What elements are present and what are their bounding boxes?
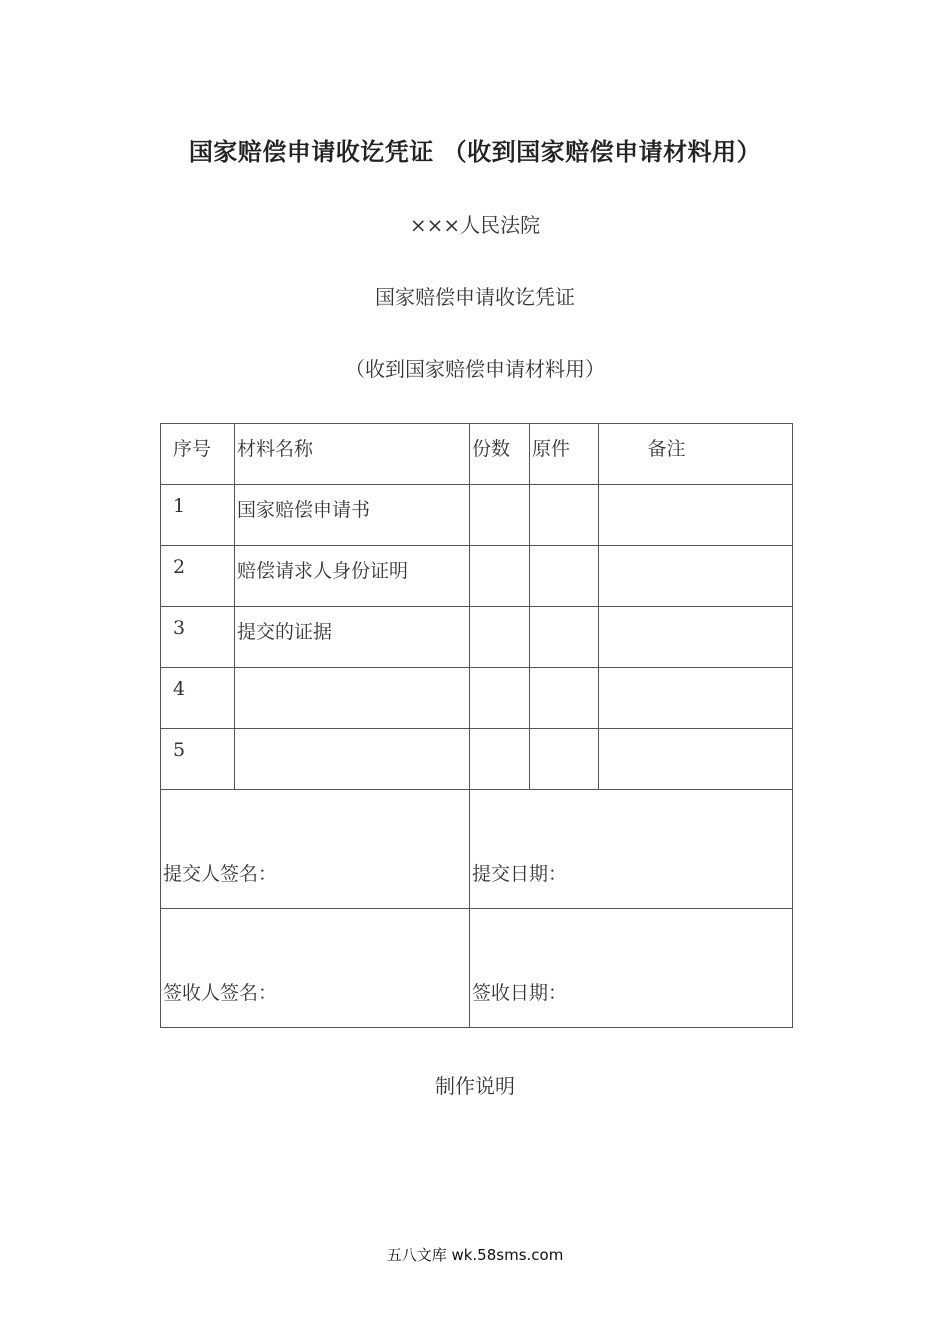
row-original-cell[interactable] (530, 546, 599, 607)
footer-watermark: 五八文库 wk.58sms.com (386, 1246, 564, 1264)
header-remarks: 备注 (599, 424, 793, 485)
table-row (161, 729, 793, 790)
row-original-cell[interactable] (530, 668, 599, 729)
submit-date-field[interactable]: 提交日期： (470, 790, 793, 909)
header-seq: 序号 (161, 424, 235, 485)
table-row (161, 485, 793, 546)
court-name: ×××人民法院 (409, 213, 541, 237)
row-copies-cell[interactable] (470, 729, 530, 790)
explain-title: 制作说明 (435, 1074, 515, 1098)
submit-signature-row (161, 790, 793, 909)
table-row (161, 546, 793, 607)
row-seq: 3 (161, 607, 235, 668)
row-copies-cell[interactable] (470, 668, 530, 729)
header-material-name: 材料名称 (235, 424, 470, 485)
row-material-name[interactable] (235, 668, 470, 729)
submitter-signature-field[interactable]: 提交人签名： (161, 790, 470, 909)
row-remarks-cell[interactable] (599, 546, 793, 607)
row-original-cell[interactable] (530, 607, 599, 668)
row-seq: 2 (161, 546, 235, 607)
receive-signature-row (161, 909, 793, 1028)
header-copies: 份数 (470, 424, 530, 485)
row-seq: 5 (161, 729, 235, 790)
table-row (161, 607, 793, 668)
row-material-name: 国家赔偿申请书 (235, 485, 470, 546)
row-remarks-cell[interactable] (599, 729, 793, 790)
row-copies-cell[interactable] (470, 607, 530, 668)
table-row (161, 668, 793, 729)
row-original-cell[interactable] (530, 729, 599, 790)
receive-date-field[interactable]: 签收日期： (470, 909, 793, 1028)
header-original: 原件 (530, 424, 599, 485)
row-original-cell[interactable] (530, 485, 599, 546)
table-header-row (161, 424, 793, 485)
row-material-name: 赔偿请求人身份证明 (235, 546, 470, 607)
row-copies-cell[interactable] (470, 485, 530, 546)
sub-title: 国家赔偿申请收讫凭证 (375, 285, 575, 309)
row-material-name[interactable] (235, 729, 470, 790)
row-remarks-cell[interactable] (599, 485, 793, 546)
receiver-signature-field[interactable]: 签收人签名： (161, 909, 470, 1028)
sub-note: （收到国家赔偿申请材料用） (345, 357, 605, 381)
main-title: 国家赔偿申请收讫凭证 （收到国家赔偿申请材料用） (188, 138, 762, 166)
row-remarks-cell[interactable] (599, 607, 793, 668)
row-remarks-cell[interactable] (599, 668, 793, 729)
row-seq: 1 (161, 485, 235, 546)
row-material-name: 提交的证据 (235, 607, 470, 668)
receipt-table (160, 423, 793, 1028)
row-copies-cell[interactable] (470, 546, 530, 607)
row-seq: 4 (161, 668, 235, 729)
